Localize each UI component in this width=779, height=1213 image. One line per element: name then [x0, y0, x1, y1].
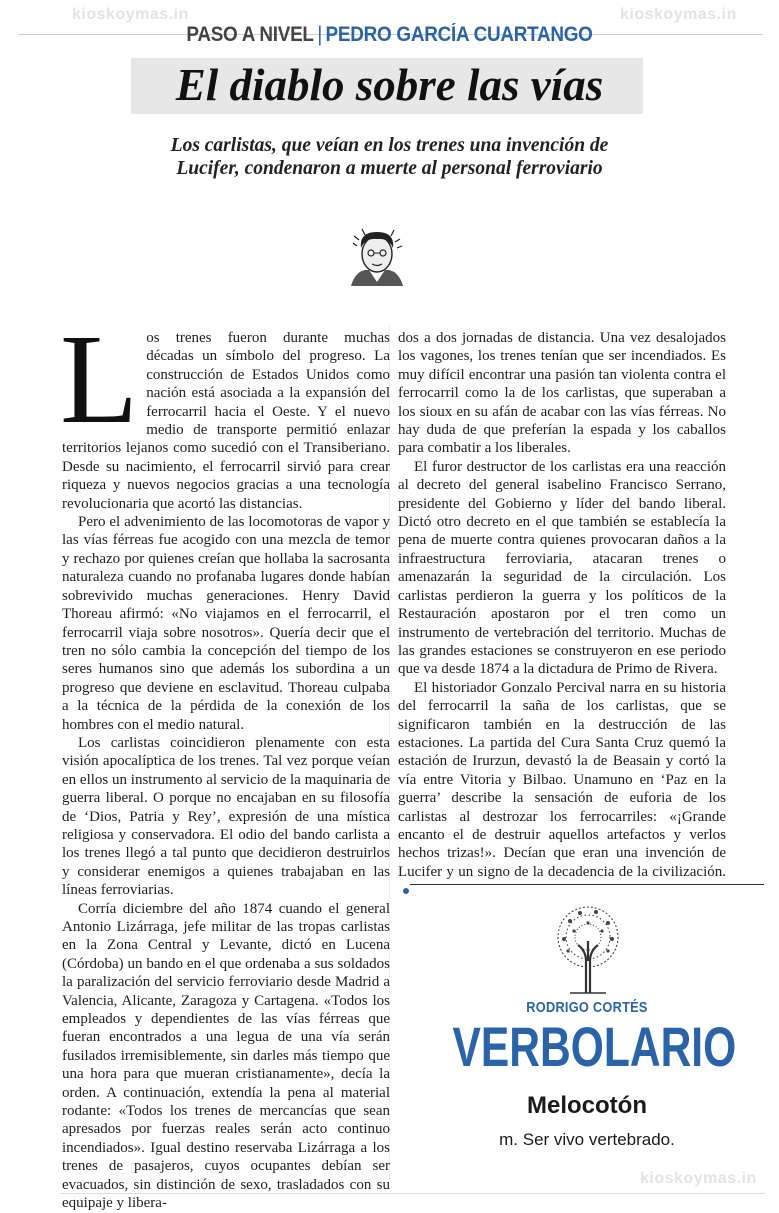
article-paragraph: [60, 308, 390, 513]
verbolario-top-rule: [410, 884, 764, 885]
paragraph-text: os trenes fueron durante muchas décadas un símbolo del progreso. La construcción de Estados Unidos como nación está asociada a la expansión del ferrocarril hacia el Oeste. Y el nuevo medio de transporte permitió enlazar territorios lejanos como sucedió con el Transiberiano. Desde su nacimiento, el ferrocarril sirvió para crear riqueza y nuevos negocios gracias a una tecnología revolucionaria que acortó las distancias.: [62, 330, 390, 512]
article-paragraph: Corría diciembre del año 1874 cuando el general Antonio Lizárraga, jefe militar de las tropas carlistas en la Zona Central y Levante, dictó en Lucena (Córdoba) un bando en el que ordenaba a sus soldados la paralización del servicio ferroviario desde Madrid a Valencia, Alicante, Zaragoza y Cartagena. «Todos los empleados y dependientes de las vías férreas que fueran encontrados a una legua de una vía serán fusilados irremisiblemente, sin darles más tiempo que una hora para que mueran cristianamente», decía la orden. A continuación, extendía la pena al material rodante: «Todos los trenes de mercancías que sean apresados por fuerzas reales serán acto continuo incendiados». Igual destino reservaba Lizárraga a los trenes de pasajeros, cuyos ocupantes debían ser evacuados, sin distinción de sexo, trasladados con su equipaje y libera-: [62, 900, 390, 1212]
article-paragraph: Los carlistas coincidieron plenamente con esta visión apocalíptica de los trenes. Tal vez porque veían en ellos un instrumento al servicio de la maquinaria de guerra liberal. O porque no encajaban en su filosofía de ‘Dios, Patria y Rey’, expresión de una mística religiosa y conservadora. El odio del bando carlista a los trenes llegó a tal punto que decidieron destruirlos y considerar enemigos a quienes trabajaban en las líneas ferroviarias.: [62, 734, 390, 899]
watermark: kioskoymas.in: [620, 6, 737, 23]
article-paragraph: Pero el advenimiento de las locomotoras de vapor y las vías férreas fue acogido con una mezcla de temor y rechazo por quienes creían que hollaba la sacrosanta naturaleza cuando no profanaba lugares donde habían sobrevivido muchas generaciones. Henry David Thoreau afirmó: «No viajamos en el ferrocarril, el ferrocarril viaja sobre nosotros». Quería decir que el tren no sólo cambia la concepción del tiempo de los seres humanos sino que además los subordina a un progreso que deviene en esclavitud. Thoreau culpaba a la técnica de la pérdida de la conexión de los hombres con el medio natural.: [62, 514, 390, 733]
article-column-left: [60, 308, 390, 1213]
verbolario-definition: m. Ser vivo vertebrado.: [499, 1130, 675, 1149]
article-paragraph: [398, 679, 726, 900]
bottom-rule: [60, 1193, 765, 1194]
article-paragraph: El furor destructor de los carlistas era una reacción al decreto del general isabelino Francisco Serrano, presidente del Gobierno y líder del bando liberal. Dictó otro decreto en el que también se establecía la pena de muerte contra quienes provocaran daños a la infraestructura ferroviaria, atacaran trenes o amenazarán la seguridad de la circulación. Los carlistas perdieron la guerra y los políticos de la Restauración apostaron por el tren como un instrumento de vertebración del territorio. Muchas de las grandes estaciones se construyeron en ese periodo que va desde 1874 a la dictadura de Primo de Rivera.: [398, 458, 726, 678]
end-of-article-dot-icon: [403, 888, 409, 894]
verbolario-word: Melocotón: [527, 1092, 647, 1119]
section-header: [39, 23, 740, 47]
paragraph-text: El historiador Gonzalo Percival narra en su historia del ferrocarril la saña de los carlistas, que se significaron también en la destrucción de las estaciones. La partida del Cura Santa Cruz quemó la estación de Irurzun, devastó la de Beasain y cortó la vía entre Vitoria y Bilbao. Unamuno en ‘Paz en la guerra’ describe la sensación de euforia de los carlistas al destrozar los ferrocarriles: «¡Grande encanto el de destruir aquellos artefactos y verlos hechos trizas!». Decían que eran una invención de Lucifer y un signo de la decadencia de la civilización.: [398, 679, 726, 880]
subheadline: Los carlistas, que veían en los trenes una invención de Lucifer, condenaron a muerte al personal ferroviario: [170, 135, 609, 179]
article-column-right: [398, 329, 726, 900]
watermark: kioskoymas.in: [640, 1170, 757, 1187]
verbolario-author: RODRIGO CORTÉS: [526, 1000, 648, 1016]
section-name: PASO A NIVEL: [186, 23, 314, 46]
watermark: kioskoymas.in: [72, 6, 189, 23]
verbolario-title: VERBOLARIO: [452, 1015, 737, 1078]
tree-illustration-icon: [540, 901, 636, 995]
author-name: PEDRO GARCÍA CUARTANGO: [325, 23, 593, 46]
author-portrait-illustration: [341, 226, 413, 290]
headline: El diablo sobre las vías: [175, 60, 604, 110]
drop-cap: L: [60, 308, 139, 450]
article-paragraph: dos a dos jornadas de distancia. Una vez desalojados los vagones, los trenes tenían que ser incendiados. Es muy difícil encontrar una pasión tan violenta contra el ferrocarril como la de los carlistas, que superaban a los sioux en su afán de acabar con las vías férreas. No hay duda de que preferían la espada y los caballos para combatir a los liberales.: [398, 330, 726, 457]
header-separator: |: [317, 23, 322, 46]
